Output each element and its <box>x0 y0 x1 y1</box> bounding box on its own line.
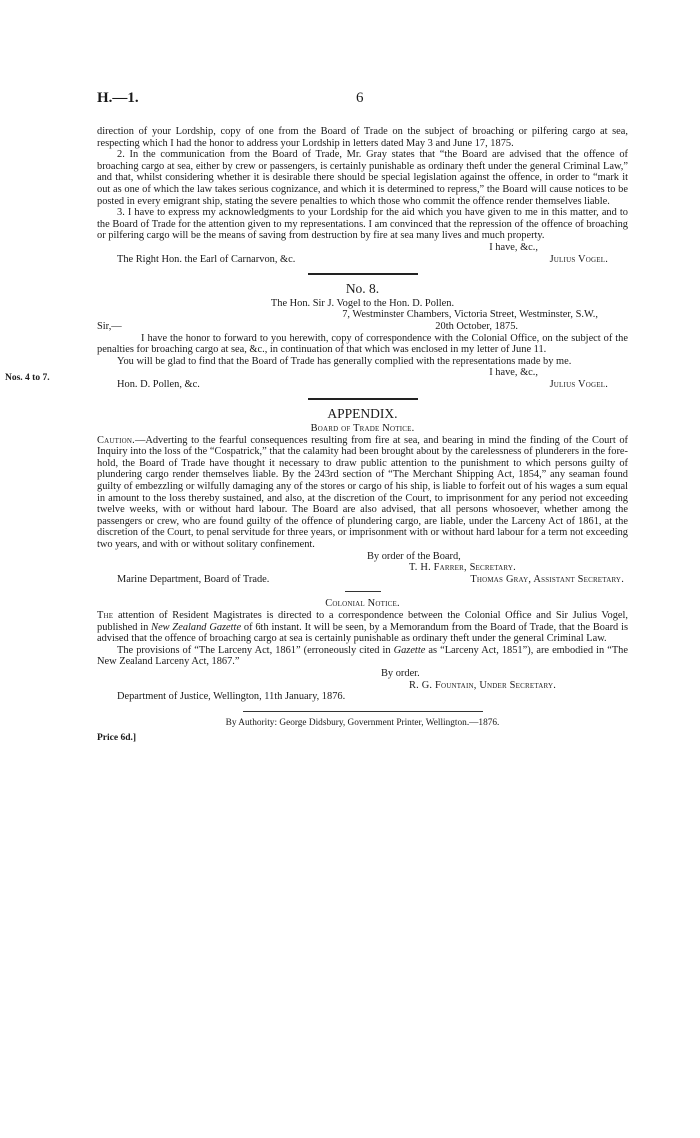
letter7-signature: Julius Vogel. <box>549 253 608 265</box>
appendix-title: APPENDIX. <box>327 406 398 422</box>
price-note: Price 6d.] <box>97 733 137 744</box>
letter7-paragraph-2: 2. In the communication from the Board of Trade, Mr. Gray states that “the Board are advised that the offence of broaching cargo at sea, either by crew or passengers, is certainly punishable as ordinary theft under the general Criminal Law,” and that, whilst considering whether it is desirable there should be special legislation against the offence, in order to “mark it out as one of which the law takes serious cognizance, and which it is determined to repress,” the Board will cause notices to be posted in every emigrant ship, stating the severe penalties to which those who commit the offence render themselves liable. <box>97 149 628 207</box>
colonial-paragraph-1: The attention of Resident Magistrates is directed to a correspondence between the Colonial Office and Sir Julius Vogel, published in New Zealand Gazette of 6th instant. It will be seen, by a Memorandum from the Board of Trade, that the Board is advised that the offence of broaching cargo at sea is certainly punishable as ordinary theft under the general Criminal Law. <box>97 609 628 645</box>
letter8-addressee: Hon. D. Pollen, &c. <box>117 378 200 390</box>
caution-paragraph <box>97 435 628 551</box>
letter8-title: No. 8. <box>345 281 380 297</box>
board-department: Marine Department, Board of Trade. <box>117 573 270 585</box>
gazette-title: New Zealand Gazette <box>151 621 242 633</box>
letter8-address: 7, Westminster Chambers, Victoria Street, Westminster, S.W., <box>342 309 598 321</box>
caution-text: —Adverting to the fearful consequences resulting from fire at sea, and bearing in mind the finding of the Court of Inquiry into the loss of the “Cospatrick,” that the calamity had been brought about by the carelessness of plunderers in the fore-hold, the Board of Trade have thought it necessary to draw public attention to the punishment to which persons guilty of plundering cargo render themselves liable. By the 243rd section of “The Merchant Shipping Act, 1854,” any seaman found guilty of embezzling or wilfully damaging any of the stores or cargo of his ship, is liable to forfeit out of his wages a sum equal in amount to the loss thereby sustained, and also, at the discretion of the Court, to imprisonment for any period not exceeding twelve weeks, with or without hard labour. The Board are also advised, that all persons whosoever, whether among the passengers or crew, who are found guilty of the offence of plundering cargo, are liable, under the Larceny Act of 1861, at the discretion of the Court, to penal servitude for three years, or imprisonment with or without hard labour for a term not exceeding two years, and with or without solitary confinement. <box>97 434 628 550</box>
letter8-from-to: The Hon. Sir J. Vogel to the Hon. D. Pollen. <box>270 297 455 309</box>
colonial-by-order: By order. <box>381 667 420 679</box>
colonial-signature: R. G. Fountain, Under Secretary. <box>409 679 557 691</box>
margin-note: Nos. 4 to 7. <box>5 373 50 383</box>
letter7-addressee: The Right Hon. the Earl of Carnarvon, &c. <box>117 253 296 265</box>
letter8-date: 20th October, 1875. <box>435 320 518 332</box>
footer-divider <box>243 711 483 712</box>
letter8-paragraph-2: You will be glad to find that the Board of Trade has generally complied with the representations made by me. <box>117 355 572 367</box>
board-signature-2: Thomas Gray, Assistant Secretary. <box>470 573 624 585</box>
letter7-closing: I have, &c., <box>489 241 538 253</box>
printer-authority: By Authority: George Didsbury, Government Printer, Wellington.—1876. <box>225 717 500 728</box>
document-reference: H.—1. <box>97 90 139 106</box>
notice-divider <box>345 591 381 592</box>
letter8-paragraph-1: I have the honor to forward to you herewith, copy of correspondence with the Colonial Office, on the subject of the penalties for broaching cargo at sea, &c., in continuation of that which was enclosed in my letter of June 11. <box>97 332 628 356</box>
letter8-closing: I have, &c., <box>489 367 538 379</box>
board-signature-1: T. H. Farrer, Secretary. <box>409 562 516 574</box>
letter7-paragraph-3: 3. I have to express my acknowledgments to your Lordship for the aid which you have given to me in this matter, and to the Board of Trade for the attention given to my representations. I am convinced that the repression of the offence of broaching or pilfering cargo will be the means of saving from destruction by fire at sea many lives and much property. <box>97 207 628 242</box>
colonial-notice-title: Colonial Notice. <box>325 598 400 610</box>
caution-label: Caution. <box>97 434 135 446</box>
letter-body <box>97 126 628 745</box>
letter8-signature: Julius Vogel. <box>549 378 608 390</box>
section-divider <box>308 398 418 400</box>
page-number: 6 <box>356 90 364 106</box>
colonial-department: Department of Justice, Wellington, 11th January, 1876. <box>117 691 346 703</box>
colonial-paragraph-2: The provisions of “The Larceny Act, 1861” (erroneously cited in Gazette as “Larceny Act, 1851”), are embodied in “The New Zealand Larceny Act, 1867.” <box>97 644 628 668</box>
board-notice-title: Board of Trade Notice. <box>310 423 415 435</box>
letter7-paragraph-1: direction of your Lordship, copy of one from the Board of Trade on the subject of broaching or pilfering cargo at sea, respecting which I had the honor to address your Lordship in letters dated May 3 and June 17, 1875. <box>97 126 628 149</box>
letter8-salutation: Sir,— <box>97 320 122 332</box>
board-by-order: By order of the Board, <box>367 550 461 562</box>
section-divider <box>308 273 418 275</box>
